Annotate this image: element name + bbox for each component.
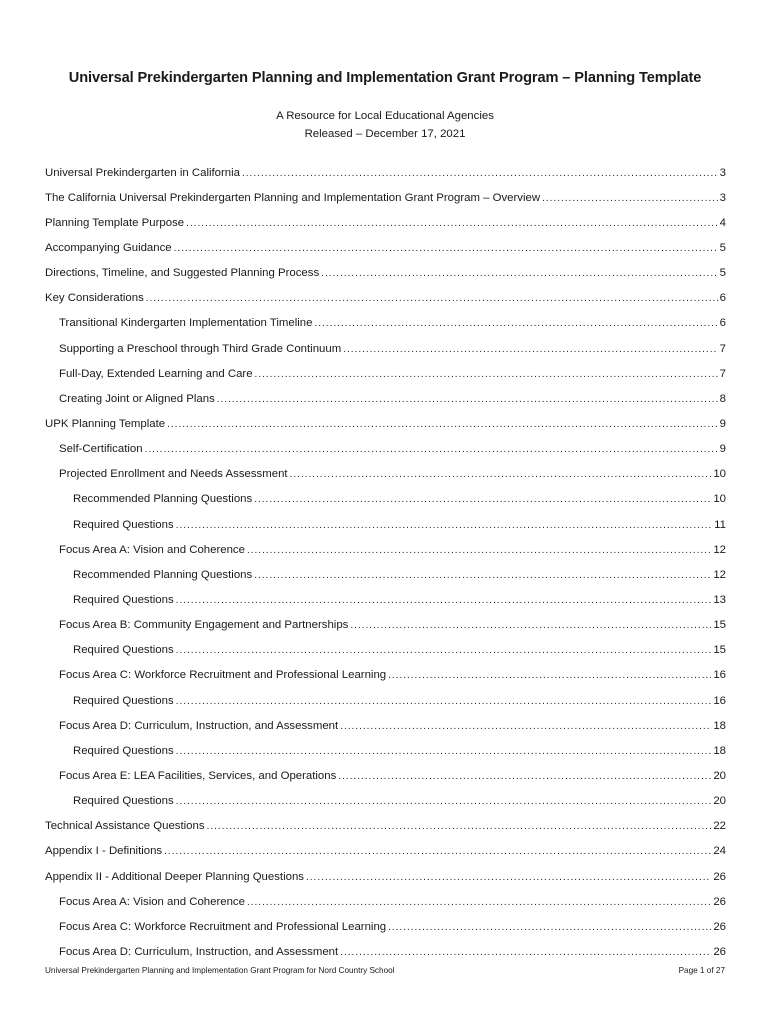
toc-entry[interactable]	[45, 663, 726, 688]
toc-entry-title[interactable]: Supporting a Preschool through Third Grade Continuum	[59, 342, 342, 355]
toc-entry-title[interactable]: Transitional Kindergarten Implementation Timeline	[59, 317, 313, 330]
toc-entry[interactable]	[45, 210, 726, 235]
toc-entry-title[interactable]: Focus Area D: Curriculum, Instruction, and Assessment	[59, 719, 339, 732]
toc-entry-page-number[interactable]: 12	[713, 568, 726, 581]
toc-entry-title[interactable]: Appendix II - Additional Deeper Planning Questions	[45, 870, 304, 883]
toc-entry[interactable]	[45, 914, 726, 939]
toc-entry-page-number[interactable]: 6	[719, 317, 726, 330]
toc-entry-page-number[interactable]: 26	[713, 945, 726, 958]
toc-entry[interactable]	[45, 638, 726, 663]
footer-document-name: Universal Prekindergarten Planning and Implementation Grant Program for Nord Country School	[45, 966, 395, 975]
toc-dot-leader	[176, 519, 712, 533]
toc-entry-page-number[interactable]: 4	[719, 216, 726, 229]
toc-dot-leader	[247, 544, 711, 558]
toc-entry-page-number[interactable]: 15	[713, 644, 726, 657]
toc-dot-leader	[242, 167, 718, 181]
toc-entry-title[interactable]: Required Questions	[73, 694, 174, 707]
toc-entry-page-number[interactable]: 24	[713, 845, 726, 858]
toc-dot-leader	[254, 569, 711, 583]
toc-entry-page-number[interactable]: 22	[713, 820, 726, 833]
toc-dot-leader	[388, 669, 711, 683]
toc-dot-leader	[176, 745, 712, 759]
toc-entry[interactable]	[45, 763, 726, 788]
toc-dot-leader	[174, 242, 718, 256]
toc-entry-title[interactable]: Accompanying Guidance	[45, 241, 172, 254]
toc-dot-leader	[186, 217, 718, 231]
toc-entry-page-number[interactable]: 16	[713, 694, 726, 707]
toc-entry[interactable]	[45, 311, 726, 336]
toc-entry[interactable]	[45, 160, 726, 185]
toc-entry-title[interactable]: Full-Day, Extended Learning and Care	[59, 367, 253, 380]
toc-entry-title[interactable]: Focus Area A: Vision and Coherence	[59, 895, 245, 908]
toc-entry[interactable]	[45, 587, 726, 612]
toc-entry-page-number[interactable]: 16	[713, 669, 726, 682]
toc-entry[interactable]	[45, 713, 726, 738]
toc-entry[interactable]	[45, 336, 726, 361]
toc-dot-leader	[176, 795, 712, 809]
toc-dot-leader	[340, 720, 711, 734]
toc-entry-page-number[interactable]: 26	[713, 920, 726, 933]
toc-entry-title[interactable]: Creating Joint or Aligned Plans	[59, 392, 215, 405]
toc-entry-title[interactable]: The California Universal Prekindergarten Planning and Implementation Grant Program – Overview	[45, 191, 541, 204]
toc-dot-leader	[350, 619, 711, 633]
toc-entry-title[interactable]: Technical Assistance Questions	[45, 820, 205, 833]
toc-dot-leader	[146, 292, 718, 306]
toc-dot-leader	[542, 192, 718, 206]
toc-dot-leader	[254, 493, 711, 507]
toc-entry-page-number[interactable]: 7	[719, 367, 726, 380]
toc-entry[interactable]	[45, 261, 726, 286]
toc-entry[interactable]	[45, 235, 726, 260]
toc-entry[interactable]	[45, 839, 726, 864]
toc-dot-leader	[176, 644, 712, 658]
toc-entry[interactable]	[45, 889, 726, 914]
toc-entry[interactable]	[45, 738, 726, 763]
toc-entry-title[interactable]: Recommended Planning Questions	[73, 568, 253, 581]
document-title: Universal Prekindergarten Planning and Implementation Grant Program – Planning Template	[68, 70, 702, 86]
toc-entry-page-number[interactable]: 10	[713, 468, 726, 481]
toc-dot-leader	[176, 594, 712, 608]
toc-entry[interactable]	[45, 386, 726, 411]
toc-entry-page-number[interactable]: 26	[713, 895, 726, 908]
toc-entry[interactable]	[45, 361, 726, 386]
toc-entry-title[interactable]: Planning Template Purpose	[45, 216, 185, 229]
toc-entry-page-number[interactable]: 10	[713, 493, 726, 506]
toc-dot-leader	[207, 820, 712, 834]
toc-entry[interactable]	[45, 512, 726, 537]
toc-dot-leader	[314, 317, 717, 331]
toc-dot-leader	[167, 418, 718, 432]
toc-dot-leader	[217, 393, 718, 407]
toc-entry-title[interactable]: Focus Area A: Vision and Coherence	[59, 543, 245, 556]
toc-entry-title[interactable]: Required Questions	[73, 518, 174, 531]
toc-entry-title[interactable]: Self-Certification	[59, 443, 143, 456]
toc-entry-page-number[interactable]: 12	[713, 543, 726, 556]
toc-entry-page-number[interactable]: 5	[719, 241, 726, 254]
toc-dot-leader	[145, 443, 718, 457]
toc-dot-leader	[321, 267, 717, 281]
toc-entry[interactable]	[45, 487, 726, 512]
footer-page-number: Page 1 of 27	[678, 966, 725, 975]
toc-entry[interactable]	[45, 562, 726, 587]
toc-entry-title[interactable]: Required Questions	[73, 593, 174, 606]
toc-entry-page-number[interactable]: 18	[713, 719, 726, 732]
toc-entry-page-number[interactable]: 3	[719, 191, 726, 204]
toc-entry-title[interactable]: Required Questions	[73, 795, 174, 808]
toc-entry[interactable]	[45, 814, 726, 839]
toc-entry-page-number[interactable]: 15	[713, 619, 726, 632]
toc-entry[interactable]	[45, 537, 726, 562]
toc-entry[interactable]	[45, 185, 726, 210]
toc-entry-title[interactable]: Focus Area E: LEA Facilities, Services, and Operations	[59, 769, 337, 782]
toc-entry-title[interactable]: Appendix I - Definitions	[45, 845, 163, 858]
toc-entry-page-number[interactable]: 5	[719, 267, 726, 280]
toc-dot-leader	[338, 770, 711, 784]
toc-dot-leader	[164, 845, 711, 859]
toc-entry-page-number[interactable]: 9	[719, 417, 726, 430]
toc-entry-title[interactable]: Key Considerations	[45, 292, 144, 305]
toc-entry-title[interactable]: Recommended Planning Questions	[73, 493, 253, 506]
toc-dot-leader	[247, 896, 711, 910]
toc-dot-leader	[388, 921, 711, 935]
toc-entry-page-number[interactable]: 11	[714, 518, 726, 531]
toc-dot-leader	[306, 871, 711, 885]
toc-entry[interactable]	[45, 286, 726, 311]
toc-entry-page-number[interactable]: 9	[719, 443, 726, 456]
toc-entry-title[interactable]: Focus Area D: Curriculum, Instruction, and Assessment	[59, 945, 339, 958]
toc-entry-page-number[interactable]: 20	[713, 795, 726, 808]
toc-entry-title[interactable]: Required Questions	[73, 744, 174, 757]
toc-entry-title[interactable]: UPK Planning Template	[45, 417, 166, 430]
toc-entry-page-number[interactable]: 7	[719, 342, 726, 355]
toc-dot-leader	[343, 343, 717, 357]
toc-entry-title[interactable]: Projected Enrollment and Needs Assessment	[59, 468, 288, 481]
document-subtitle: A Resource for Local Educational Agencies	[276, 110, 494, 122]
toc-entry-page-number[interactable]: 13	[713, 593, 726, 606]
toc-entry[interactable]	[45, 939, 726, 964]
toc-entry-title[interactable]: Directions, Timeline, and Suggested Planning Process	[45, 267, 320, 280]
toc-entry[interactable]	[45, 411, 726, 436]
toc-entry-page-number[interactable]: 8	[719, 392, 726, 405]
toc-entry-title[interactable]: Universal Prekindergarten in California	[45, 166, 240, 179]
toc-entry-title[interactable]: Focus Area B: Community Engagement and Partnerships	[59, 619, 349, 632]
toc-entry-page-number[interactable]: 20	[713, 769, 726, 782]
toc-entry-title[interactable]: Required Questions	[73, 644, 174, 657]
toc-dot-leader	[290, 468, 712, 482]
toc-entry-title[interactable]: Focus Area C: Workforce Recruitment and Professional Learning	[59, 669, 387, 682]
toc-entry[interactable]	[45, 613, 726, 638]
toc-entry[interactable]	[45, 864, 726, 889]
toc-entry-page-number[interactable]: 18	[713, 744, 726, 757]
toc-entry[interactable]	[45, 437, 726, 462]
toc-dot-leader	[340, 946, 711, 960]
toc-entry[interactable]	[45, 688, 726, 713]
release-date: Released – December 17, 2021	[304, 128, 466, 140]
table-of-contents	[45, 160, 726, 965]
toc-dot-leader	[255, 368, 718, 382]
toc-entry[interactable]	[45, 462, 726, 487]
toc-entry-page-number[interactable]: 26	[713, 870, 726, 883]
toc-entry-page-number[interactable]: 6	[719, 292, 726, 305]
toc-entry-page-number[interactable]: 3	[719, 166, 726, 179]
toc-entry-title[interactable]: Focus Area C: Workforce Recruitment and Professional Learning	[59, 920, 387, 933]
toc-entry[interactable]	[45, 789, 726, 814]
toc-dot-leader	[176, 695, 712, 709]
